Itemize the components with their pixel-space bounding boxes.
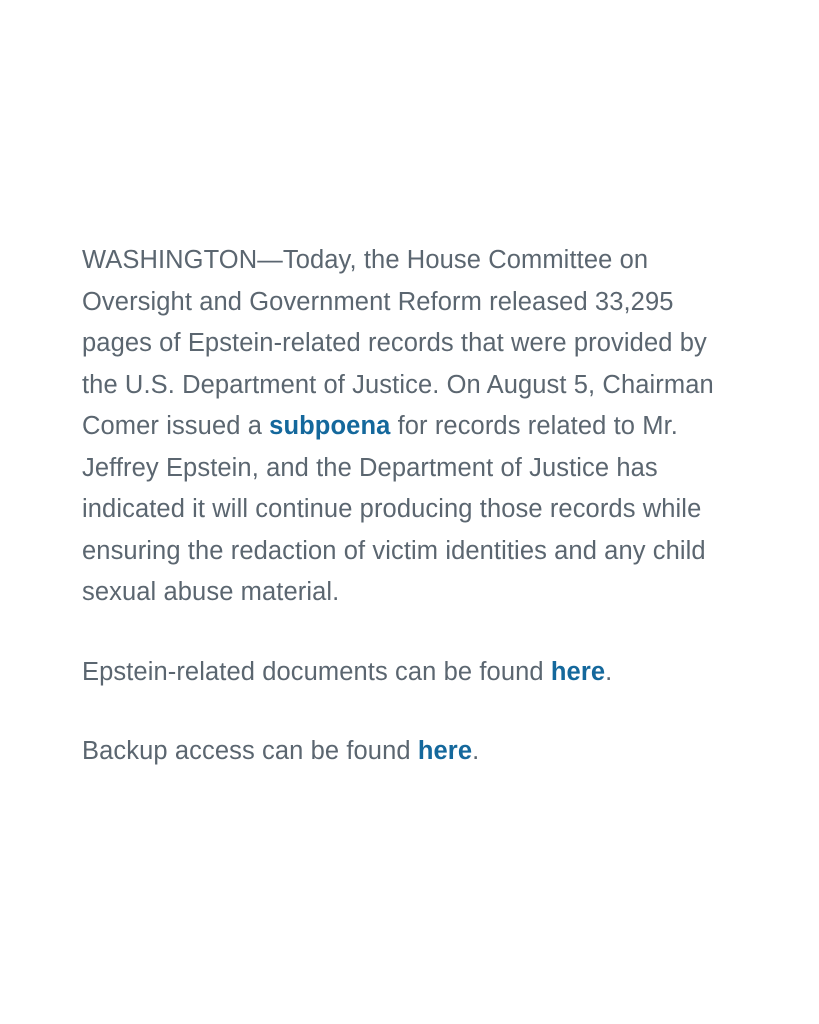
text-segment: Backup access can be found [82, 737, 418, 765]
paragraph-documents-line [82, 652, 747, 694]
paragraph-backup-line [82, 731, 747, 773]
backup-here-link[interactable]: here [417, 737, 473, 765]
subpoena-link[interactable]: subpoena [269, 412, 391, 440]
text-segment: WASHINGTON—Today, the House Committee on Oversight and Government Reform released 33,295 pages of Epstein-related records that were provided by the U.S. Department of Justice. On August 5, Chairman Comer issued a [82, 246, 714, 440]
paragraph-press-release-body [82, 240, 747, 614]
text-segment: . [605, 657, 613, 686]
text-segment: Epstein-related documents can be found [82, 657, 551, 686]
text-segment: . [472, 737, 480, 765]
documents-here-link[interactable]: here [550, 657, 606, 686]
text-segment: for records related to Mr. Jeffrey Epstein, and the Department of Justice has indicated it will continue producing those records while ensuring the redaction of victim identities and any child sexual abuse material. [82, 412, 706, 606]
article-body [82, 240, 747, 773]
